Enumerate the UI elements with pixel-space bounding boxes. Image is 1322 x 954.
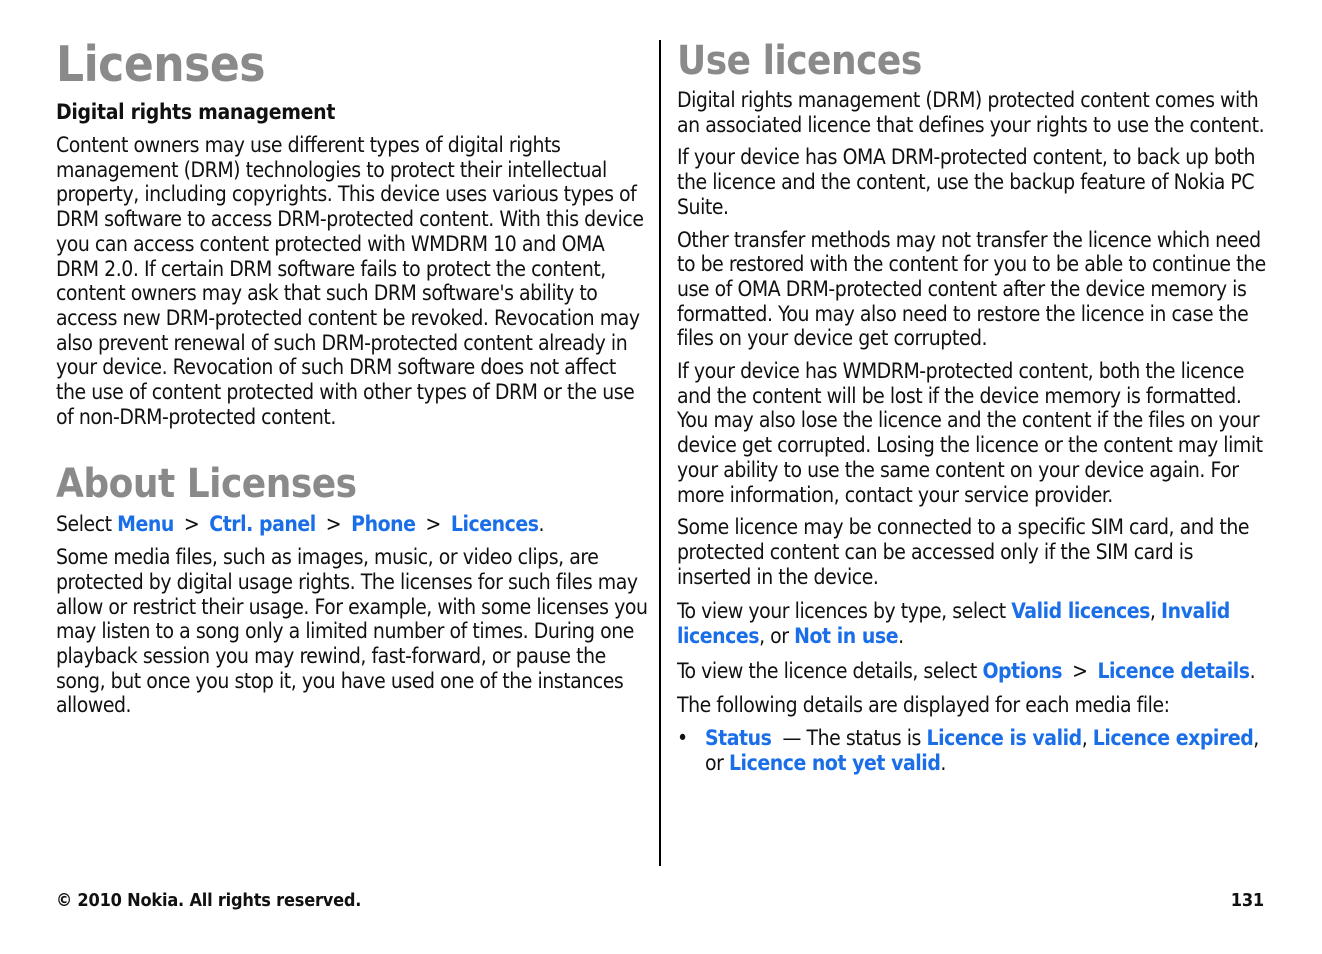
phone-link[interactable]: Phone	[351, 512, 416, 537]
drm-paragraph: Content owners may use different types of digital rights management (DRM) technologies to protect their intellectual property, including copyrights. This device uses various types of DRM software to access DRM-protected content. With this device you can access content protected with WMDRM 10 and OMA DRM 2.0. If certain DRM software fails to protect the content, content owners may ask that such DRM software's ability to access new DRM-protected content be revoked. Revocation may also prevent renewal of such DRM-protected content already in your device. Revocation of such DRM software does not affect the use of content protected with other types of DRM or the use of non-DRM-protected content.	[56, 133, 644, 429]
p7-end: .	[1249, 658, 1256, 683]
bullet-end: .	[940, 750, 946, 775]
paragraph-6	[677, 599, 1269, 648]
paragraph-7	[677, 659, 1269, 684]
licence-is-valid-link[interactable]: Licence is valid	[926, 726, 1082, 751]
list-item	[677, 726, 1269, 775]
licence-not-yet-valid-link[interactable]: Licence not yet valid	[728, 750, 941, 775]
p6-end: .	[898, 624, 904, 649]
select-label: Select	[56, 512, 112, 537]
menu-path	[56, 512, 648, 537]
invalid-licences-link[interactable]: Invalid licences	[677, 599, 1230, 649]
bullet-comma: ,	[1081, 726, 1093, 751]
ctrl-panel-link[interactable]: Ctrl. panel	[209, 512, 316, 537]
left-column	[56, 0, 648, 718]
paragraph-4: If your device has WMDRM-protected content, both the licence and the content will be lost if the device memory is formatted. You may also lose the licence and the content if the files on your device get corrupted. Losing the licence or the content may limit your ability to use the same content on your device again. For more information, contact your service provider.	[677, 359, 1263, 507]
bullet-icon: •	[677, 726, 688, 751]
path-separator: >	[325, 512, 342, 537]
right-column	[677, 0, 1269, 776]
period: .	[538, 512, 545, 537]
about-licenses-title: About Licenses	[56, 461, 357, 508]
about-paragraph: Some media files, such as images, music, or video clips, are protected by digital usage rights. The licenses for such files may allow or restrict their usage. For example, with some licenses you may listen to a song only a limited number of times. During one playback session you may rewind, fast-forward, or pause the song, but once you stop it, you have used one of the instances allowed.	[56, 545, 648, 718]
column-divider	[659, 40, 661, 866]
menu-link[interactable]: Menu	[117, 512, 174, 537]
path-separator: >	[183, 512, 200, 537]
drm-subheading: Digital rights management	[56, 100, 336, 124]
valid-licences-link[interactable]: Valid licences	[1011, 599, 1150, 624]
p7-prefix: To view the licence details, select	[677, 658, 983, 683]
status-term[interactable]: Status	[705, 726, 772, 751]
page-number: 131	[1230, 890, 1264, 911]
bullet-or: , or	[705, 726, 1259, 775]
details-list	[677, 726, 1269, 775]
use-licences-title: Use licences	[677, 38, 922, 84]
p6-comma: ,	[1149, 599, 1162, 624]
paragraph-2: If your device has OMA DRM-protected content, to back up both the licence and the content, use the backup feature of Nokia PC Suite.	[677, 145, 1255, 219]
bullet-dash: — The status is	[771, 726, 927, 751]
not-in-use-link[interactable]: Not in use	[794, 624, 899, 649]
copyright-notice: © 2010 Nokia. All rights reserved.	[56, 890, 362, 911]
licence-details-link[interactable]: Licence details	[1097, 658, 1250, 683]
options-link[interactable]: Options	[982, 658, 1063, 683]
page-title: Licenses	[56, 36, 266, 93]
paragraph-8: The following details are displayed for each media file:	[677, 693, 1170, 718]
licence-expired-link[interactable]: Licence expired	[1092, 726, 1254, 751]
p6-or: , or	[759, 624, 795, 649]
path-separator: >	[1072, 658, 1088, 683]
path-separator: >	[425, 512, 441, 537]
paragraph-1: Digital rights management (DRM) protected content comes with an associated licence that defines your rights to use the content.	[677, 88, 1265, 137]
p6-prefix: To view your licences by type, select	[677, 599, 1012, 624]
paragraph-5: Some licence may be connected to a specific SIM card, and the protected content can be accessed only if the SIM card is inserted in the device.	[677, 515, 1250, 589]
paragraph-3: Other transfer methods may not transfer the licence which need to be restored with the content for you to be able to continue the use of OMA DRM-protected content after the device memory is formatted. You may also need to restore the licence in case the files on your device get corrupted.	[677, 227, 1266, 351]
licences-link[interactable]: Licences	[450, 512, 539, 537]
